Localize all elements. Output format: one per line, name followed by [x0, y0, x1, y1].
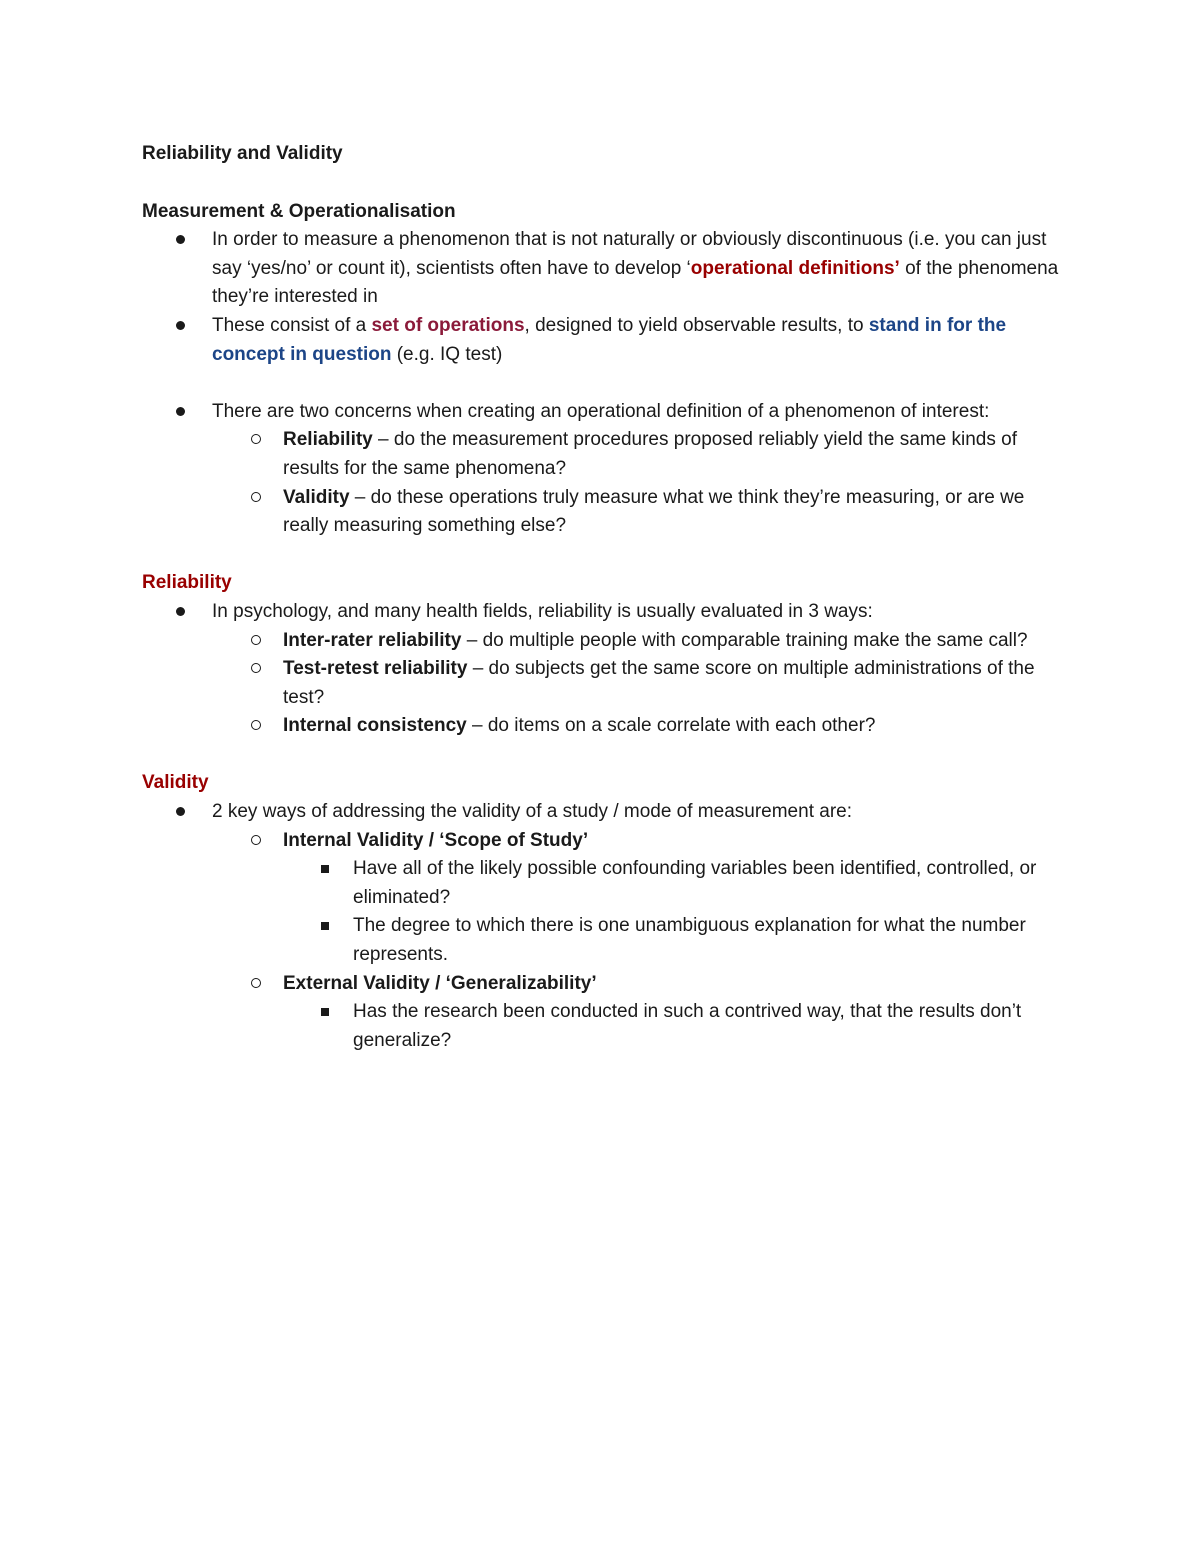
disc-bullet-icon: [170, 312, 190, 341]
highlight-stand-in: stand in for the concept in question: [212, 314, 1007, 365]
item-text: The degree to which there is one unambiguous explanation for what the number represents.: [353, 915, 1026, 966]
section-heading-measurement: Measurement & Operationalisation: [142, 200, 456, 222]
disc-bullet-icon: [170, 398, 190, 427]
circle-bullet-icon: [246, 827, 266, 856]
item-text: – do items on a scale correlate with each other?: [466, 715, 876, 737]
circle-bullet-icon: [246, 484, 266, 513]
blank-line: [142, 541, 1072, 570]
item-text: , designed to yield observable results, to: [524, 314, 869, 336]
sub-list-item: [142, 712, 1072, 741]
sub-list-item: [142, 627, 1072, 656]
term-internal-validity: Internal Validity / ‘Scope of Study’: [283, 829, 589, 851]
list-item: [142, 598, 1072, 627]
concerns-list: [142, 398, 1072, 541]
item-text: There are two concerns when creating an operational definition of a phenomenon of interest:: [212, 400, 990, 422]
term-reliability: Reliability: [283, 429, 373, 451]
sub-list-item: [142, 484, 1072, 541]
item-text: Have all of the likely possible confounding variables been identified, controlled, or eliminated?: [353, 858, 1037, 908]
disc-bullet-icon: [170, 226, 190, 255]
term-inter-rater: Inter-rater reliability: [283, 629, 462, 651]
highlight-operational-definitions: operational definitions’: [690, 257, 900, 279]
sub-sub-list-item: [142, 855, 1072, 912]
item-text: of the phenomena they’re interested in: [212, 257, 1059, 308]
term-validity: Validity: [283, 486, 350, 508]
item-text: – do subjects get the same score on multiple administrations of the test?: [283, 658, 1035, 708]
circle-bullet-icon: [246, 712, 266, 741]
list-item: [142, 312, 1072, 369]
item-text: – do these operations truly measure what we think they’re measuring, or are we really measuring something else?: [283, 486, 1025, 537]
square-bullet-icon: [315, 855, 335, 884]
sub-sub-list-item: [142, 998, 1072, 1055]
list-item: [142, 398, 1072, 427]
circle-bullet-icon: [246, 426, 266, 455]
sub-list-item: [142, 426, 1072, 483]
square-bullet-icon: [315, 998, 335, 1027]
item-text: – do the measurement procedures proposed reliably yield the same kinds of results for the same phenomena?: [283, 429, 1017, 479]
section-heading-validity: Validity: [142, 772, 209, 794]
highlight-set-of-operations: set of operations: [371, 314, 525, 336]
item-text: (e.g. IQ test): [391, 343, 503, 365]
item-text: In order to measure a phenomenon that is not naturally or obviously discontinuous (i.e. you can just say ‘yes/no’ or count it), scientists often have to develop ‘: [212, 229, 1047, 279]
document-page: [142, 140, 1072, 1055]
disc-bullet-icon: [170, 598, 190, 627]
section-heading-reliability: Reliability: [142, 572, 232, 594]
circle-bullet-icon: [246, 970, 266, 999]
sub-list-item: [142, 827, 1072, 856]
item-text: – do multiple people with comparable training make the same call?: [461, 629, 1028, 651]
item-text: 2 key ways of addressing the validity of a study / mode of measurement are:: [212, 801, 852, 823]
circle-bullet-icon: [246, 627, 266, 656]
sub-list-item: [142, 970, 1072, 999]
list-item: [142, 798, 1072, 827]
reliability-list: [142, 598, 1072, 741]
validity-list: [142, 798, 1072, 1055]
blank-line: [142, 369, 1072, 398]
list-item: [142, 226, 1072, 312]
circle-bullet-icon: [246, 655, 266, 684]
blank-line: [142, 741, 1072, 770]
item-text: Has the research been conducted in such a contrived way, that the results don’t generalize?: [353, 1001, 1022, 1051]
term-external-validity: External Validity / ‘Generalizability’: [283, 972, 597, 994]
measurement-list: [142, 226, 1072, 369]
sub-list-item: [142, 655, 1072, 712]
disc-bullet-icon: [170, 798, 190, 827]
term-internal-consistency: Internal consistency: [283, 715, 467, 737]
square-bullet-icon: [315, 912, 335, 941]
item-text: These consist of a: [212, 314, 372, 336]
sub-sub-list-item: [142, 912, 1072, 969]
term-test-retest: Test-retest reliability: [283, 658, 468, 680]
item-text: In psychology, and many health fields, reliability is usually evaluated in 3 ways:: [212, 600, 873, 622]
document-title: Reliability and Validity: [142, 143, 343, 164]
